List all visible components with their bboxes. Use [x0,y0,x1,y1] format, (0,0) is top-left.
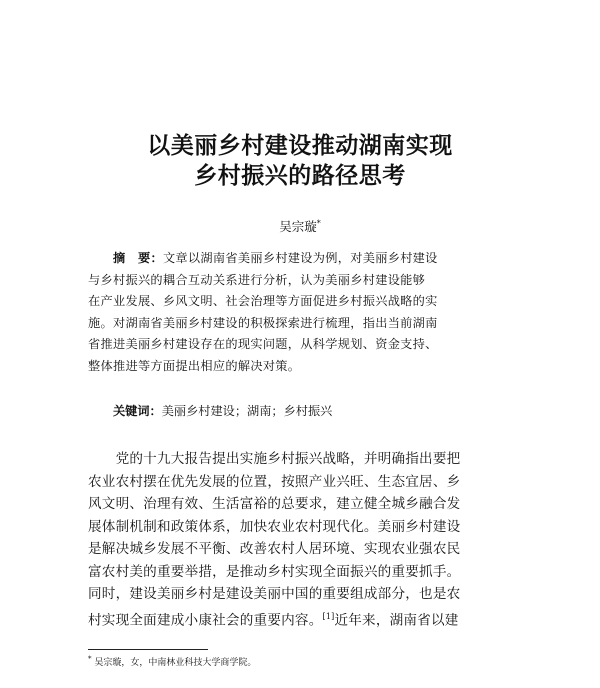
footnote [88,655,256,668]
abstract-line: 整体推进等方面提出相应的解决对策。 [88,358,301,373]
footnote-text: 吴宗璇，女，中南林业科技大学商学院。 [94,658,257,668]
abstract [88,248,520,377]
title-line-2: 乡村振兴的路径思考 [194,163,406,189]
body-line-text: 近年来，湖南省以建 [334,612,459,629]
body-line: 风文明、治理有效、生活富裕的总要求，建立健全城乡融合发 [88,496,461,512]
title-line-1: 以美丽乡村建设推动湖南实现 [147,133,453,159]
body-line [88,606,520,632]
citation[interactable]: [1] [322,611,335,621]
body-line: 是解决城乡发展不平衡、改善农村人居环境、实现农业强农民 [88,541,461,557]
body-line: 同时，建设美丽乡村是建设美丽中国的重要组成部分，也是农 [88,586,461,602]
author-footnote-mark: * [316,218,321,228]
abstract-line: 省推进美丽乡村建设存在的现实问题，从科学规划、资金支持、 [88,337,438,351]
keywords-label: 关键词： [113,404,162,418]
keywords-text: 美丽乡村建设；湖南；乡村振兴 [161,404,333,418]
footnote-mark: * [88,655,92,663]
footnote-divider [88,649,208,650]
abstract-line [88,248,520,270]
body-line: 农业农村摆在优先发展的位置，按照产业兴旺、生态宜居、乡 [88,473,461,490]
abstract-text: 文章以湖南省美丽乡村建设为例，对美丽乡村建设 [162,251,438,265]
abstract-label: 摘 要： [112,251,163,265]
abstract-line: 在产业发展、乡风文明、社会治理等方面促进乡村振兴战略的实 [88,294,438,308]
body-text [88,448,520,632]
author [0,217,600,235]
body-line-text: 村实现全面建成小康社会的重要内容。 [88,612,323,629]
body-line: 党的十九大报告提出实施乡村振兴战略，并明确指出要把 [88,451,461,467]
keywords [113,402,533,419]
body-line: 展体制机制和政策体系，加快农业农村现代化。美丽乡村建设 [88,518,461,535]
author-name: 吴宗璇 [279,219,317,234]
body-line: 富农村美的重要举措，是推动乡村实现全面振兴的重要抓手。 [88,563,461,580]
abstract-line: 与乡村振兴的耦合互动关系进行分析，认为美丽乡村建设能够 [88,272,426,287]
abstract-line: 施。对湖南省美丽乡村建设的积极探索进行梳理，指出当前湖南 [88,315,438,330]
